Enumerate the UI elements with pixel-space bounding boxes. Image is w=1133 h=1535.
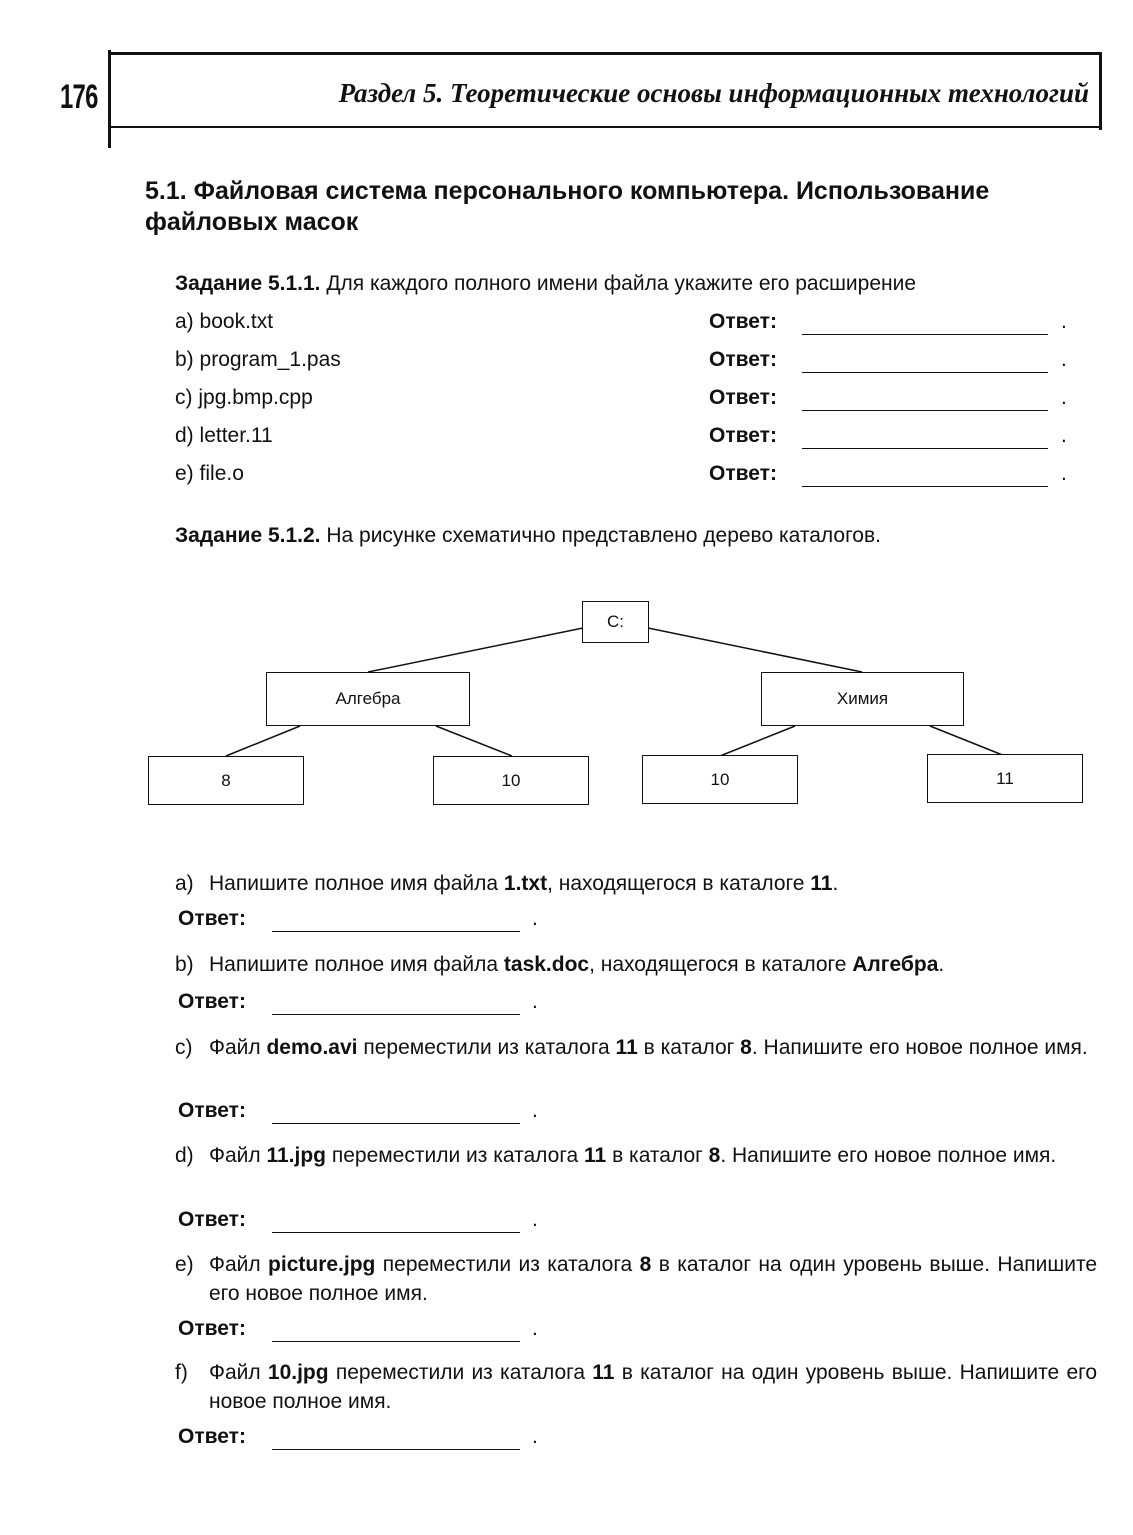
extension-item [175,348,1075,378]
edge-root-algebra [368,628,583,672]
answer-label: Ответ: [709,424,777,447]
answer-blank[interactable] [802,372,1048,373]
header-rule-top [108,52,1102,55]
running-header-title: Раздел 5. Теоретические основы информационных технологий [338,78,1089,108]
answer-blank[interactable] [272,1449,520,1450]
tree-node-8: 8 [148,756,304,805]
tree-node-algebra: Алгебра [266,672,470,726]
question-marker: d) [175,1144,194,1167]
answer-label: Ответ: [178,1208,246,1231]
header-rule-bottom [108,126,1102,128]
task-label: Задание 5.1.1. [175,272,321,295]
answer-label: Ответ: [178,907,246,930]
tree-node-11: 11 [927,754,1083,803]
question-f: f) Файл 10.jpg переместили из каталога 11 в каталог на один уровень выше. Напишите его новое полное имя. [175,1358,1097,1416]
task-label: Задание 5.1.2. [175,524,321,547]
answer-label: Ответ: [178,1317,246,1340]
answer-blank[interactable] [272,931,520,932]
item-label: b) program_1.pas [175,348,341,371]
answer-row [178,907,578,937]
page-number: 176 [60,78,98,116]
answer-row [178,990,578,1020]
item-label: a) book.txt [175,310,274,333]
answer-row [178,1099,578,1129]
edge-algebra-10 [436,726,512,756]
answer-blank[interactable] [272,1232,520,1233]
answer-blank[interactable] [272,1341,520,1342]
question-d: d) Файл 11.jpg переместили из каталога 11 в каталог 8. Напишите его новое полное имя. [175,1141,1097,1170]
item-label: c) jpg.bmp.cpp [175,386,313,409]
extension-item [175,386,1075,416]
answer-row [178,1425,578,1455]
tree-node-10-chemistry: 10 [642,755,798,804]
question-marker: e) [175,1253,194,1276]
task-5-1-1-statement [175,272,916,296]
answer-period: . [1061,386,1067,409]
edge-chemistry-10 [720,726,795,756]
extension-item [175,424,1075,454]
question-b: b) Напишите полное имя файла task.doc, находящегося в каталоге Алгебра. [175,950,1097,979]
question-marker: b) [175,953,194,976]
answer-label: Ответ: [178,990,246,1013]
answer-label: Ответ: [709,386,777,409]
question-c: c) Файл demo.avi переместили из каталога 11 в каталог 8. Напишите его новое полное имя. [175,1033,1097,1062]
question-marker: a) [175,872,194,895]
edge-algebra-8 [226,726,300,756]
answer-label: Ответ: [178,1099,246,1122]
task-text: Для каждого полного имени файла укажите его расширение [320,272,917,295]
answer-row [178,1317,578,1347]
answer-row [178,1208,578,1238]
header-rule-right [1099,52,1102,130]
item-label: d) letter.11 [175,424,273,447]
answer-label: Ответ: [709,310,777,333]
answer-period: . [1061,462,1067,485]
answer-blank[interactable] [802,410,1048,411]
question-marker: f) [175,1361,188,1384]
tree-node-chemistry: Химия [761,672,964,726]
edge-chemistry-11 [930,726,1005,756]
answer-period: . [532,990,538,1013]
question-e: e) Файл picture.jpg переместили из каталога 8 в каталог на один уровень выше. Напишите его новое полное имя. [175,1250,1097,1308]
answer-label: Ответ: [709,462,777,485]
answer-period: . [532,1208,538,1231]
answer-period: . [532,1099,538,1122]
task-text: На рисунке схематично представлено дерево каталогов. [320,524,881,547]
question-marker: c) [175,1036,193,1059]
section-title: 5.1. Файловая система персонального компьютера. Использование файловых масок [145,177,990,236]
tree-node-10-algebra: 10 [433,756,589,805]
edge-root-chemistry [648,628,862,672]
header-rule-left [108,50,111,148]
extension-item [175,462,1075,492]
answer-period: . [532,1317,538,1340]
answer-period: . [532,907,538,930]
answer-blank[interactable] [802,486,1048,487]
tree-node-root: C: [582,601,649,643]
answer-blank[interactable] [272,1123,520,1124]
answer-period: . [1061,348,1067,371]
extension-item [175,310,1075,340]
answer-blank[interactable] [272,1014,520,1015]
answer-blank[interactable] [802,448,1048,449]
answer-period: . [1061,424,1067,447]
question-a: a) Напишите полное имя файла 1.txt, находящегося в каталоге 11. [175,869,1097,898]
task-5-1-2-statement [175,524,881,548]
answer-label: Ответ: [709,348,777,371]
answer-period: . [532,1425,538,1448]
item-label: e) file.o [175,462,244,485]
answer-label: Ответ: [178,1425,246,1448]
answer-blank[interactable] [802,334,1048,335]
answer-period: . [1061,310,1067,333]
